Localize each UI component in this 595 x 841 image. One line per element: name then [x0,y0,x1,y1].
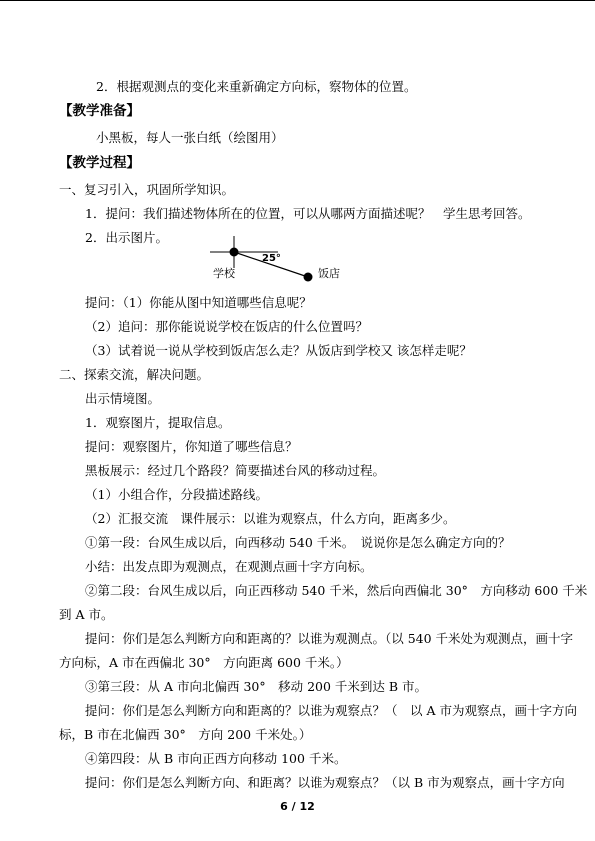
restaurant-point [304,273,313,282]
paragraph: 提问：你们是怎么判断方向和距离的？以谁为观察点？（ 以 A 市为观察点，画十字方向 [85,703,577,718]
segment-3: ③第三段：从 A 市向北偏西 30° 移动 200 千米到达 B 市。 [85,679,428,694]
school-label: 学校 [213,267,235,280]
paragraph: 提问：你们是怎么判断方向和距离的？以谁为观测点。（以 540 千米处为观测点，画十字 [85,631,574,646]
part-two-heading: 二、探索交流，解决问题。 [59,367,210,382]
question-1: 提问：（1）你能从图中知道哪些信息呢？ [85,295,312,310]
paragraph: 1．观察图片，提取信息。 [85,415,231,430]
section-heading-preparation: 【教学准备】 [59,103,140,119]
summary: 小结：出发点即为观测点，在观测点画十字方向标。 [85,559,373,574]
segment-2-cont: 到 A 市。 [59,607,114,622]
paragraph: 提问：你们是怎么判断方向、和距离？以谁为观察点？（以 B 市为观察点，画十字方向 [85,775,565,790]
paragraph-cont: 方向标，A 市在西偏北 30° 方向距离 600 千米。） [59,655,349,670]
part-one-heading: 一、复习引入，巩固所学知识。 [59,182,235,197]
segment-2: ②第二段：台风生成以后，向正西移动 540 千米，然后向西偏北 30° 方向移动 600 千米 [85,583,588,598]
question-3: （3）试着说一说从学校到饭店怎么走？从饭店到学校又 该怎样走呢？ [85,343,472,358]
segment-4: ④第四段：从 B 市向正西方向移动 100 千米。 [85,751,347,766]
paragraph-cont: 标，B 市在北偏西 30° 方向 200 千米处。） [59,727,312,742]
paragraph: 提问：观察图片，你知道了哪些信息？ [85,439,298,454]
school-point [230,248,239,257]
paragraph: （2）汇报交流 课件展示：以谁为观察点，什么方向，距离多少。 [85,511,456,526]
objective-2: 2．根据观测点的变化来重新确定方向标，察物体的位置。 [96,79,417,94]
section-heading-process: 【教学过程】 [59,155,140,171]
page-number: 6 / 12 [280,800,315,813]
question-2: （2）追问：那你能说说学校在饭店的什么位置吗？ [85,319,368,334]
paragraph: 出示情境图。 [85,391,161,406]
angle-label: 25° [262,253,281,264]
top-rule [0,0,595,1]
preparation-text: 小黑板，每人一张白纸（绘图用） [96,130,284,145]
restaurant-label: 饭店 [318,267,340,280]
paragraph: 1．提问：我们描述物体所在的位置，可以从哪两方面描述呢？ 学生思考回答。 [85,206,531,221]
paragraph: 2．出示图片。 [85,230,168,245]
segment-1: ①第一段：台风生成以后，向西移动 540 千米。 说说你是怎么确定方向的？ [85,535,511,550]
direction-diagram [200,236,350,286]
paragraph: （1）小组合作，分段描述路线。 [85,487,268,502]
paragraph: 黑板展示：经过几个路段？简要描述台风的移动过程。 [85,463,386,478]
